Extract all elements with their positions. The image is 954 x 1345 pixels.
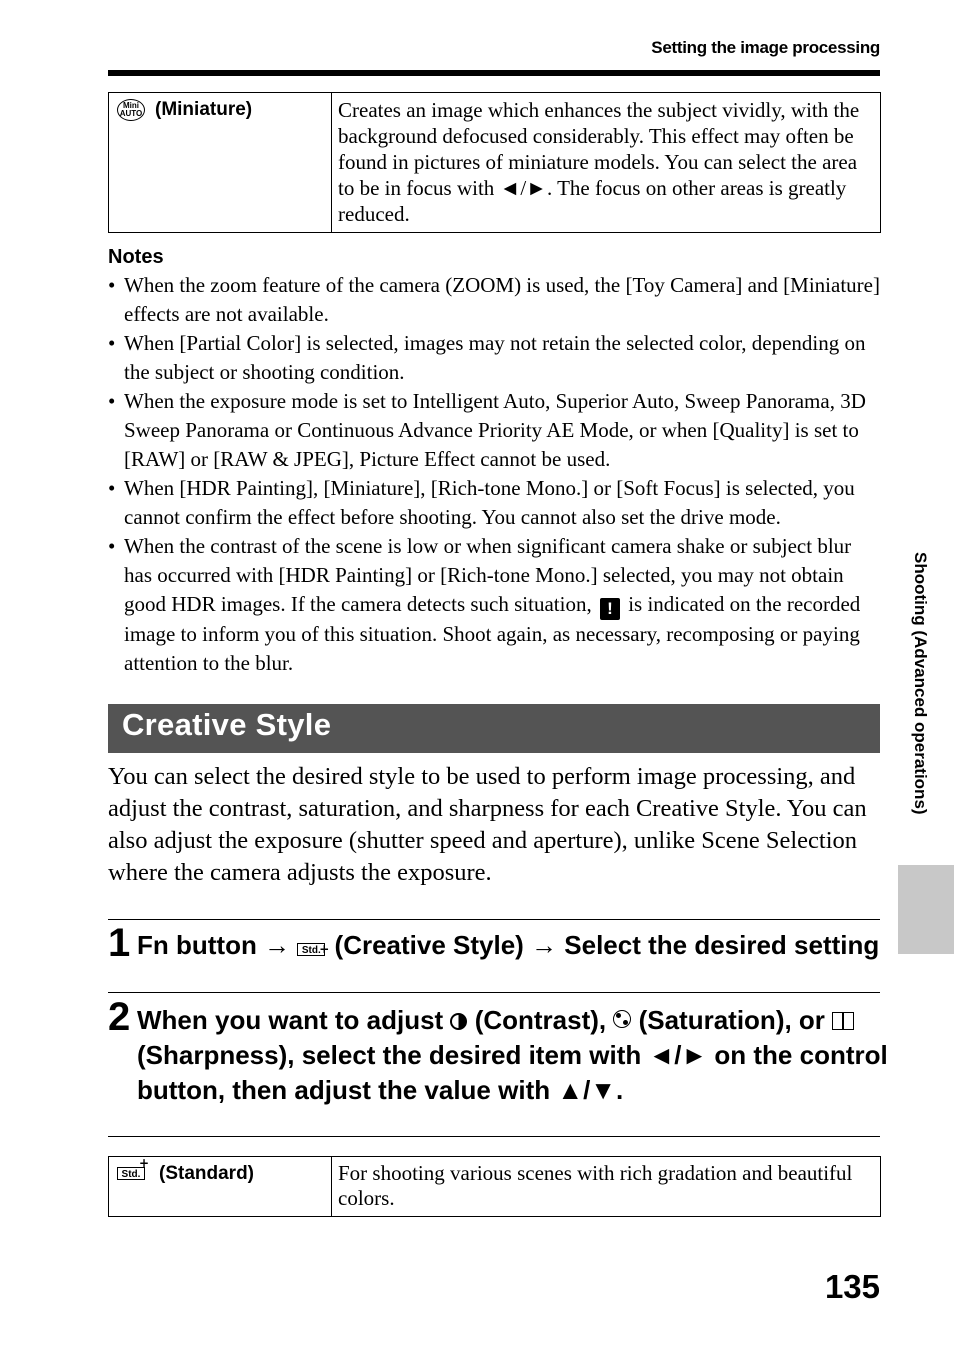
standard-table (108, 1156, 881, 1217)
step-1-part2: (Creative Style) → Select the desired setting (334, 930, 880, 960)
sharpness-icon (832, 1012, 854, 1030)
section-intro: You can select the desired style to be used to perform image processing, and adjust the contrast, saturation, and sharpness for each Creative Style. You can also adjust the exposure (shutter speed and aperture), unlike Scene Selection where the camera adjusts the exposure. (108, 763, 867, 886)
side-tab-marker (898, 865, 954, 954)
note-text: When the contrast of the scene is low or when significant camera shake or subject blur has occurred with [HDR Painting] or [Rich-tone Mono.] selected, you may not obtain good HDR images. If the camera detects such situation, (124, 534, 852, 616)
warning-icon: ! (600, 598, 620, 620)
miniature-auto-icon: Mini AUTO (117, 99, 145, 121)
list-item (108, 532, 880, 678)
table-row (109, 1157, 881, 1217)
notes-list (108, 271, 880, 678)
step-1-part1: Fn button → (137, 930, 291, 960)
divider (108, 919, 880, 920)
running-header: Setting the image processing (651, 38, 880, 57)
step-1-text (137, 928, 879, 963)
note-text: is indicated on the recorded image to inform you of this situation. Shoot again, as necessary, recomposing or paying attention to the blur. (124, 592, 861, 675)
list-item: • When the zoom feature of the camera (ZOOM) is used, the [Toy Camera] and [Miniature] effects are not available. (108, 271, 880, 329)
step-1-number: 1 (108, 921, 131, 965)
creative-style-icon: Std. + (297, 938, 327, 956)
table-row (109, 93, 881, 233)
miniature-key-cell (109, 93, 332, 233)
header-rule (108, 70, 880, 76)
list-item: • When the exposure mode is set to Intelligent Auto, Superior Auto, Sweep Panorama, 3D Sweep Panorama or Continuous Advance Priority AE Mode, or when [Quality] is set to [RAW] or [RAW & JPEG], Picture Effect cannot be used. (108, 387, 880, 474)
step-2-number: 2 (108, 995, 131, 1039)
miniature-label: (Miniature) (155, 99, 253, 120)
section-heading-bar (108, 704, 880, 753)
miniature-table (108, 92, 881, 233)
contrast-icon (450, 1013, 467, 1030)
list-item: • When [HDR Painting], [Miniature], [Rich-tone Mono.] or [Soft Focus] is selected, you cannot confirm the effect before shooting. You cannot also set the drive mode. (108, 474, 880, 532)
standard-label: (Standard) (159, 1163, 254, 1185)
side-section-label: Shooting (Advanced operations) (911, 552, 930, 815)
page-number: 135 (824, 1268, 880, 1305)
standard-description: For shooting various scenes with rich gradation and beautiful colors. (332, 1157, 881, 1217)
divider (108, 992, 880, 993)
divider (108, 1136, 880, 1137)
standard-style-icon: Std. + (117, 1162, 147, 1180)
saturation-icon (613, 1010, 631, 1028)
section-title: Creative Style (122, 707, 332, 742)
standard-key-cell (109, 1157, 332, 1217)
step-2-line-3: button, then adjust the value with ▲/▼. (137, 1075, 624, 1105)
list-item: • When [Partial Color] is selected, images may not retain the selected color, depending on the subject or shooting condition. (108, 329, 880, 387)
step-2-line-1: When you want to adjust (Contrast), (Saturation), or (137, 1003, 854, 1038)
step-2-line-2: (Sharpness), select the desired item with ◄/► on the control (137, 1040, 888, 1070)
notes-heading: Notes (108, 246, 164, 268)
miniature-description: Creates an image which enhances the subject vividly, with the background defocused considerably. This effect may often be found in pictures of miniature models. You can select the area to be in focus with ◄/►. The focus on other areas is greatly reduced. (332, 93, 881, 233)
